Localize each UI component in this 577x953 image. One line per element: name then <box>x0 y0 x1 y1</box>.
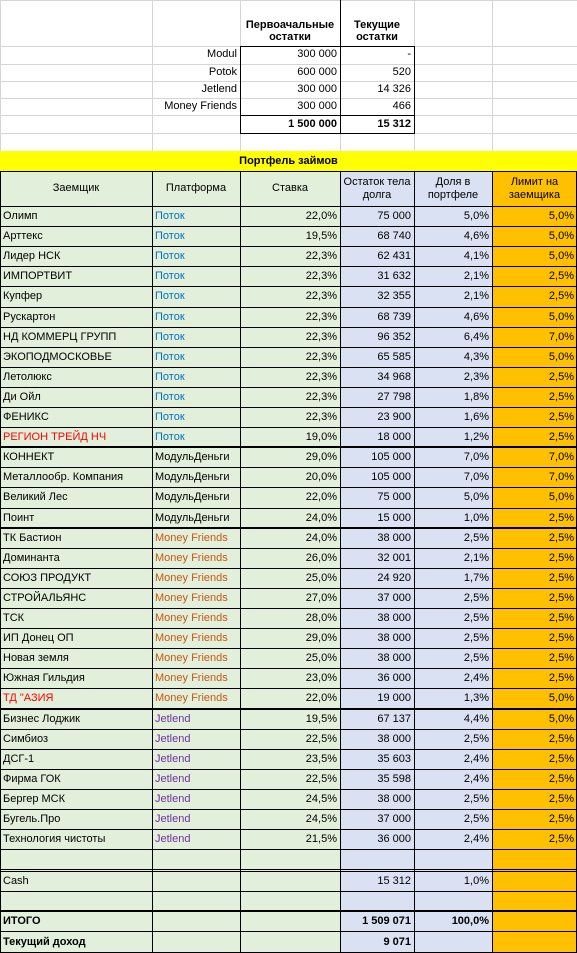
share-value[interactable]: 4,6% <box>463 230 489 243</box>
platform-name[interactable]: МодульДеньги <box>155 491 230 504</box>
share-value[interactable]: 2,5% <box>463 652 489 665</box>
balance-value[interactable]: 38 000 <box>377 792 411 805</box>
group-separator <box>0 446 577 448</box>
borrower-name[interactable]: ТД "АЗИЯ <box>3 692 54 705</box>
platform-name[interactable]: Поток <box>155 370 185 383</box>
border-line <box>0 869 577 870</box>
summary-current-value[interactable]: - <box>407 48 411 61</box>
border-line <box>0 849 577 850</box>
summary-initial-value[interactable]: 300 000 <box>297 48 337 61</box>
border-line <box>240 46 241 134</box>
platform-name[interactable]: Поток <box>155 210 185 222</box>
cash-label[interactable]: Cash <box>3 874 29 887</box>
borrower-name[interactable]: Бизнес Лоджик <box>3 712 80 725</box>
borrower-name[interactable]: ИП Донец ОП <box>3 632 74 645</box>
platform-name[interactable]: Jetlend <box>155 813 191 825</box>
platform-name[interactable]: Jetlend <box>155 712 191 725</box>
balance-value[interactable]: 105 000 <box>371 471 411 484</box>
balance-value[interactable]: 36 000 <box>377 833 411 846</box>
header-share[interactable]: Доля в портфеле <box>427 176 479 201</box>
platform-name[interactable]: Money Friends <box>155 531 228 544</box>
header-balance[interactable]: Остаток тела долга <box>343 176 411 201</box>
borrower-name[interactable]: ТК Бастион <box>3 531 62 544</box>
balance-value[interactable]: 31 632 <box>377 270 411 283</box>
share-value[interactable]: 2,1% <box>463 551 489 564</box>
balance-value[interactable]: 35 598 <box>377 772 411 785</box>
border-line <box>0 206 577 207</box>
border-line <box>414 171 415 953</box>
share-value[interactable]: 1,0% <box>463 511 489 524</box>
total-balance[interactable]: 1 509 071 <box>362 914 411 927</box>
platform-name[interactable]: Money Friends <box>155 551 228 564</box>
border-line <box>0 628 577 629</box>
limit-value[interactable]: 7,0% <box>548 330 574 343</box>
platform-name[interactable]: Поток <box>155 350 185 363</box>
limit-value[interactable]: 7,0% <box>548 471 574 484</box>
rate-value[interactable]: 22,5% <box>305 772 337 785</box>
rate-value[interactable]: 28,0% <box>305 612 337 624</box>
rate-value[interactable]: 19,5% <box>305 712 337 725</box>
platform-name[interactable]: МодульДеньги <box>155 471 230 484</box>
limit-value[interactable]: 2,5% <box>548 531 574 544</box>
rate-value[interactable]: 24,0% <box>305 531 337 544</box>
platform-name[interactable]: Jetlend <box>155 833 191 846</box>
rate-value[interactable]: 22,3% <box>305 370 337 383</box>
borrower-name[interactable]: Технология чистоты <box>3 833 106 846</box>
group-separator <box>0 708 577 710</box>
share-value[interactable]: 4,1% <box>463 250 489 263</box>
borrower-name[interactable]: Арттекс <box>3 230 43 243</box>
balance-value[interactable]: 38 000 <box>377 531 411 544</box>
limit-value[interactable]: 2,5% <box>548 652 574 665</box>
limit-value[interactable]: 2,5% <box>548 612 574 624</box>
border-line <box>0 789 577 790</box>
balance-value[interactable]: 38 000 <box>377 632 411 645</box>
summary-total-current[interactable]: 15 312 <box>377 118 411 131</box>
border-line <box>0 648 577 649</box>
platform-name[interactable]: Jetlend <box>155 772 191 785</box>
platform-name[interactable]: Money Friends <box>155 632 228 645</box>
limit-value[interactable]: 5,0% <box>548 712 574 725</box>
share-value[interactable]: 1,6% <box>463 411 489 423</box>
limit-value[interactable]: 2,5% <box>548 672 574 685</box>
platform-name[interactable]: Money Friends <box>155 692 228 705</box>
share-value[interactable]: 6,4% <box>463 330 489 343</box>
balance-value[interactable]: 65 585 <box>377 350 411 363</box>
platform-name[interactable]: Jetlend <box>155 752 191 765</box>
border-line <box>0 171 577 172</box>
balance-value[interactable]: 38 000 <box>377 652 411 665</box>
platform-name[interactable]: Поток <box>155 390 185 403</box>
cash-balance[interactable]: 15 312 <box>377 874 411 887</box>
border-line <box>340 171 341 953</box>
rate-value[interactable]: 19,0% <box>305 431 337 444</box>
border-line <box>0 327 577 328</box>
total-share[interactable]: 100,0% <box>451 914 489 927</box>
limit-value[interactable]: 2,5% <box>548 813 574 825</box>
share-value[interactable]: 1,3% <box>463 692 489 705</box>
borrower-name[interactable]: ТСК <box>3 612 25 624</box>
platform-name[interactable]: Money Friends <box>155 571 228 584</box>
balance-value[interactable]: 19 000 <box>377 692 411 705</box>
border-line <box>0 467 577 468</box>
platform-name[interactable]: МодульДеньги <box>155 451 230 464</box>
border-line <box>0 171 1 953</box>
limit-value[interactable]: 5,0% <box>548 210 574 222</box>
platform-name[interactable]: Поток <box>155 310 185 323</box>
share-value[interactable]: 4,6% <box>463 310 489 323</box>
limit-value[interactable]: 2,5% <box>548 752 574 765</box>
border-line <box>340 0 341 134</box>
border-line <box>414 46 415 134</box>
rate-value[interactable]: 26,0% <box>305 551 337 564</box>
rate-value[interactable]: 24,0% <box>305 511 337 524</box>
limit-value[interactable]: 5,0% <box>548 692 574 705</box>
border-line <box>0 286 577 287</box>
border-line <box>240 133 414 134</box>
limit-value[interactable]: 2,5% <box>548 411 574 423</box>
balance-value[interactable]: 67 137 <box>377 712 411 725</box>
platform-name[interactable]: Money Friends <box>155 612 228 624</box>
rate-value[interactable]: 29,0% <box>305 451 337 464</box>
limit-value[interactable]: 2,5% <box>548 833 574 846</box>
border-line <box>0 387 577 388</box>
total-label[interactable]: ИТОГО <box>3 914 41 927</box>
balance-value[interactable]: 62 431 <box>377 250 411 263</box>
share-value[interactable]: 7,0% <box>463 451 489 464</box>
limit-value[interactable]: 2,5% <box>548 290 574 303</box>
borrower-name[interactable]: ФЕНИКС <box>3 411 49 423</box>
summary-header-current[interactable]: Текущие остатки <box>353 18 401 43</box>
border-line <box>240 115 414 116</box>
rate-value[interactable]: 19,5% <box>305 230 337 243</box>
border-line <box>0 891 577 892</box>
platform-name[interactable]: Money Friends <box>155 672 228 685</box>
rate-value[interactable]: 22,3% <box>305 390 337 403</box>
rate-value[interactable]: 22,3% <box>305 290 337 303</box>
balance-value[interactable]: 32 001 <box>377 551 411 564</box>
limit-value[interactable]: 5,0% <box>548 250 574 263</box>
borrower-name[interactable]: Купфер <box>3 290 43 303</box>
rate-value[interactable]: 22,3% <box>305 310 337 323</box>
share-value[interactable]: 2,5% <box>463 531 489 544</box>
borrower-name[interactable]: СОЮЗ ПРОДУКТ <box>3 571 92 584</box>
summary-current-value[interactable]: 466 <box>392 100 411 113</box>
balance-value[interactable]: 105 000 <box>371 451 411 464</box>
share-value[interactable]: 7,0% <box>463 471 489 484</box>
rate-value[interactable]: 23,0% <box>305 672 337 685</box>
share-value[interactable]: 2,5% <box>463 813 489 825</box>
borrower-name[interactable]: РЕГИОН ТРЕЙД НЧ <box>3 431 107 444</box>
share-value[interactable]: 2,1% <box>463 270 489 283</box>
balance-value[interactable]: 96 352 <box>377 330 411 343</box>
border-line <box>0 688 577 689</box>
platform-name[interactable]: Поток <box>155 431 185 444</box>
borrower-name[interactable]: Рускартон <box>3 310 56 323</box>
border-line <box>0 246 577 247</box>
limit-value[interactable]: 2,5% <box>548 591 574 604</box>
limit-value[interactable]: 7,0% <box>548 451 574 464</box>
summary-current-value[interactable]: 520 <box>392 65 411 78</box>
limit-value[interactable]: 2,5% <box>548 431 574 444</box>
rate-value[interactable]: 22,3% <box>305 411 337 423</box>
share-value[interactable]: 2,1% <box>463 290 489 303</box>
share-value[interactable]: 1,8% <box>463 390 489 403</box>
limit-value[interactable]: 2,5% <box>548 792 574 805</box>
rate-value[interactable]: 24,5% <box>305 792 337 805</box>
border-line <box>0 729 577 730</box>
header-limit[interactable]: Лимит на заемщика <box>508 176 561 201</box>
borrower-name[interactable]: Металлообр. Компания <box>3 471 124 484</box>
rate-value[interactable]: 27,0% <box>305 591 337 604</box>
borrower-name[interactable]: НД КОММЕРЦ ГРУПП <box>3 330 117 343</box>
borrower-name[interactable]: Фирма ГОК <box>3 772 61 785</box>
platform-name[interactable]: Поток <box>155 411 185 423</box>
balance-value[interactable]: 75 000 <box>377 491 411 504</box>
income-label[interactable]: Текущий доход <box>3 935 86 948</box>
limit-value[interactable]: 2,5% <box>548 370 574 383</box>
borrower-name[interactable]: ИМПОРТВИТ <box>3 270 73 283</box>
share-value[interactable]: 2,5% <box>463 632 489 645</box>
platform-name[interactable]: Поток <box>155 250 185 263</box>
summary-current-value[interactable]: 14 326 <box>377 83 411 96</box>
limit-value[interactable]: 5,0% <box>548 350 574 363</box>
border-line <box>0 871 577 872</box>
total-separator <box>0 910 577 912</box>
summary-initial-value[interactable]: 300 000 <box>297 100 337 113</box>
balance-value[interactable]: 32 355 <box>377 290 411 303</box>
rate-value[interactable]: 24,5% <box>305 813 337 825</box>
share-value[interactable]: 4,4% <box>463 712 489 725</box>
header-borrower[interactable]: Заемщик <box>52 182 100 195</box>
borrower-name[interactable]: Бергер МСК <box>3 792 66 805</box>
borrower-name[interactable]: Доминанта <box>3 551 60 564</box>
portfolio-title[interactable]: Портфель займов <box>239 154 338 167</box>
limit-value[interactable]: 2,5% <box>548 551 574 564</box>
limit-value[interactable]: 2,5% <box>548 270 574 283</box>
rate-value[interactable]: 25,0% <box>305 652 337 665</box>
borrower-name[interactable]: Бугель.Про <box>3 813 61 825</box>
border-line <box>0 931 577 932</box>
share-value[interactable]: 2,4% <box>463 752 489 765</box>
borrower-name[interactable]: Симбиоз <box>3 732 49 745</box>
rate-value[interactable]: 20,0% <box>305 471 337 484</box>
border-line <box>240 46 414 47</box>
share-value[interactable]: 2,5% <box>463 591 489 604</box>
limit-value[interactable]: 2,5% <box>548 772 574 785</box>
border-line <box>0 769 577 770</box>
border-line <box>0 508 577 509</box>
summary-platform-name[interactable]: Modul <box>207 48 237 61</box>
limit-value[interactable]: 2,5% <box>548 511 574 524</box>
rate-value[interactable]: 25,0% <box>305 571 337 584</box>
balance-value[interactable]: 68 739 <box>377 310 411 323</box>
borrower-name[interactable]: Новая земля <box>3 652 69 665</box>
header-rate[interactable]: Ставка <box>272 182 308 195</box>
limit-value[interactable]: 2,5% <box>548 732 574 745</box>
border-line <box>0 548 577 549</box>
header-platform[interactable]: Платформа <box>165 182 227 195</box>
rate-value[interactable]: 22,3% <box>305 330 337 343</box>
border-line <box>0 809 577 810</box>
borrower-name[interactable]: Лидер НСК <box>3 250 61 263</box>
balance-value[interactable]: 18 000 <box>377 431 411 444</box>
border-line <box>0 427 577 428</box>
borrower-name[interactable]: Летолюкс <box>3 370 52 383</box>
balance-value[interactable]: 37 000 <box>377 813 411 825</box>
balance-value[interactable]: 35 603 <box>377 752 411 765</box>
summary-total-initial[interactable]: 1 500 000 <box>288 118 337 131</box>
borrower-name[interactable]: ЭКОПОДМОСКОВЬЕ <box>3 350 112 363</box>
platform-name[interactable]: Jetlend <box>155 792 191 805</box>
border-line <box>240 171 241 953</box>
rate-value[interactable]: 22,3% <box>305 250 337 263</box>
balance-value[interactable]: 24 920 <box>377 571 411 584</box>
border-line <box>0 347 577 348</box>
limit-value[interactable]: 2,5% <box>548 390 574 403</box>
summary-platform-name[interactable]: Potok <box>208 65 237 78</box>
limit-value[interactable]: 2,5% <box>548 571 574 584</box>
summary-initial-value[interactable]: 600 000 <box>297 65 337 78</box>
platform-name[interactable]: Money Friends <box>155 591 228 604</box>
platform-name[interactable]: Поток <box>155 270 185 283</box>
borrower-name[interactable]: Южная Гильдия <box>3 672 85 685</box>
platform-name[interactable]: МодульДеньги <box>155 511 230 524</box>
platform-name[interactable]: Поток <box>155 290 185 303</box>
rate-value[interactable]: 22,0% <box>305 491 337 504</box>
balance-value[interactable]: 38 000 <box>377 612 411 624</box>
balance-value[interactable]: 23 900 <box>377 411 411 423</box>
platform-name[interactable]: Money Friends <box>155 652 228 665</box>
rate-value[interactable]: 22,0% <box>305 210 337 222</box>
borrower-name[interactable]: Великий Лес <box>3 491 68 504</box>
border-line <box>0 668 577 669</box>
border-line <box>0 367 577 368</box>
border-line <box>0 226 577 227</box>
border-line <box>0 266 577 267</box>
borrower-name[interactable]: КОННЕКТ <box>3 451 55 464</box>
borrower-name[interactable]: Ди Ойл <box>3 390 41 403</box>
border-line <box>0 588 577 589</box>
summary-header-initial[interactable]: Первоачальные остатки <box>245 18 335 43</box>
limit-value[interactable]: 2,5% <box>548 632 574 645</box>
balance-value[interactable]: 36 000 <box>377 672 411 685</box>
border-line <box>0 568 577 569</box>
rate-value[interactable]: 21,5% <box>305 833 337 846</box>
share-value[interactable]: 4,3% <box>463 350 489 363</box>
border-line <box>0 749 577 750</box>
balance-value[interactable]: 27 798 <box>377 390 411 403</box>
share-value[interactable]: 2,3% <box>463 370 489 383</box>
limit-value[interactable]: 5,0% <box>548 230 574 243</box>
share-value[interactable]: 2,4% <box>463 672 489 685</box>
income-value[interactable]: 9 071 <box>383 935 411 948</box>
platform-name[interactable]: Jetlend <box>155 732 191 745</box>
balance-value[interactable]: 75 000 <box>377 210 411 222</box>
borrower-name[interactable]: Поинт <box>3 511 35 524</box>
rate-value[interactable]: 23,5% <box>305 752 337 765</box>
border-line <box>0 307 577 308</box>
share-value[interactable]: 5,0% <box>463 491 489 504</box>
summary-platform-name[interactable]: Money Friends <box>164 100 237 113</box>
rate-value[interactable]: 22,3% <box>305 270 337 283</box>
balance-value[interactable]: 37 000 <box>377 591 411 604</box>
share-value[interactable]: 2,5% <box>463 732 489 745</box>
share-value[interactable]: 5,0% <box>463 210 489 222</box>
rate-value[interactable]: 22,3% <box>305 350 337 363</box>
border-line <box>152 171 153 953</box>
share-value[interactable]: 2,5% <box>463 792 489 805</box>
rate-value[interactable]: 29,0% <box>305 632 337 645</box>
share-value[interactable]: 1,2% <box>463 431 489 444</box>
borrower-name[interactable]: Олимп <box>3 210 38 222</box>
border-line <box>0 608 577 609</box>
balance-value[interactable]: 34 968 <box>377 370 411 383</box>
summary-platform-name[interactable]: Jetlend <box>201 83 237 96</box>
balance-value[interactable]: 68 740 <box>377 230 411 243</box>
platform-name[interactable]: Поток <box>155 330 185 343</box>
cash-share[interactable]: 1,0% <box>463 874 489 887</box>
summary-initial-value[interactable]: 300 000 <box>297 83 337 96</box>
borrower-name[interactable]: ДСГ-1 <box>3 752 35 765</box>
share-value[interactable]: 2,4% <box>463 772 489 785</box>
rate-value[interactable]: 22,0% <box>305 692 337 705</box>
share-value[interactable]: 2,4% <box>463 833 489 846</box>
borrower-name[interactable]: СТРОЙАЛЬЯНС <box>3 591 87 604</box>
share-value[interactable]: 2,5% <box>463 612 489 624</box>
rate-value[interactable]: 22,5% <box>305 732 337 745</box>
platform-name[interactable]: Поток <box>155 230 185 243</box>
limit-value[interactable]: 5,0% <box>548 310 574 323</box>
border-line <box>0 407 577 408</box>
border-line <box>492 171 493 953</box>
limit-value[interactable]: 5,0% <box>548 491 574 504</box>
border-line <box>0 829 577 830</box>
group-separator <box>0 527 577 529</box>
balance-value[interactable]: 38 000 <box>377 732 411 745</box>
share-value[interactable]: 1,7% <box>463 571 489 584</box>
border-line <box>0 487 577 488</box>
balance-value[interactable]: 15 000 <box>377 511 411 524</box>
